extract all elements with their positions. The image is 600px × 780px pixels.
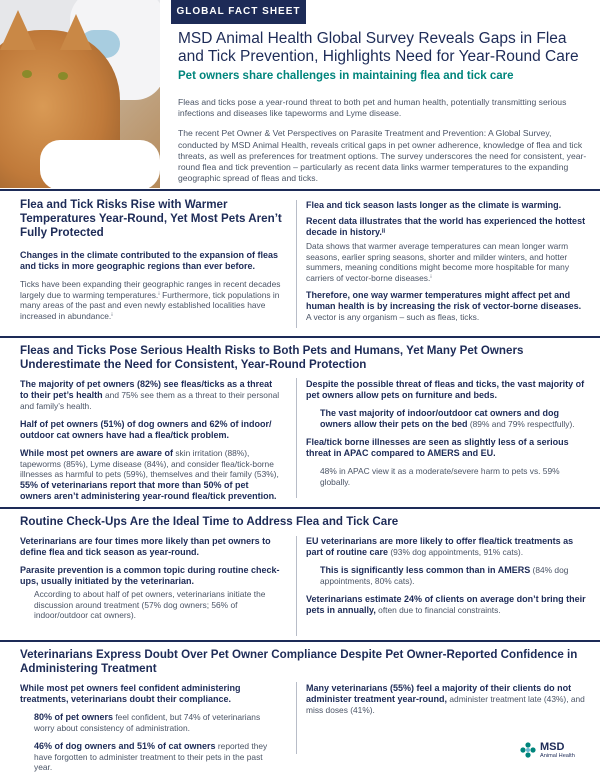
section4-heading: Veterinarians Express Doubt Over Pet Owner Compliance Despite Pet Owner-Reported Confidence in Administering Treatment [20, 648, 578, 675]
section-divider [0, 189, 600, 191]
section2-heading: Fleas and Ticks Pose Serious Health Risks to Both Pets and Humans, Yet Many Pet Owners Underestimate the Need for Consistent, Year-Round Protection [20, 344, 524, 371]
section3-lead: Parasite prevention is a common topic during routine check-ups, usually initiated by the veterinarian. [20, 565, 280, 586]
section1-lead: Changes in the climate contributed to the expansion of fleas and ticks in more geographic regions than ever before. [20, 250, 279, 271]
stat-51: Half of pet owners (51%) of dog owners and 62% of indoor/ outdoor cat owners have had a flea/tick problem. [20, 418, 272, 440]
section-divider [0, 507, 600, 509]
section1-right-body: Data shows that warmer average temperatures can mean longer warm seasons, earlier spring seasons, shorter and milder winters, and hotter summers, meaning conditions might become more hospitable for many carriers of vector-borne diseases.ⁱ [306, 241, 570, 283]
section3-heading-wrap [20, 515, 590, 529]
section1-heading: Flea and Tick Risks Rise with Warmer Temperatures Year-Round, Yet Most Pets Aren’t Fully Protected [20, 198, 282, 239]
section1-right-lead: Flea and tick season lasts longer as the climate is warming. [306, 200, 562, 210]
msd-logo [520, 738, 600, 763]
column-divider [296, 200, 297, 328]
page-subtitle: Pet owners share challenges in maintaining flea and tick care [178, 70, 514, 82]
section3-lead: Veterinarians are four times more likely than pet owners to define flea and tick season as year-round. [20, 536, 271, 557]
page-title: MSD Animal Health Global Survey Reveals Gaps in Flea and Tick Prevention, Highlights Need for Year-Round Care [178, 30, 579, 65]
column-divider [296, 378, 297, 498]
section1-right [306, 200, 588, 330]
msd-logo-icon [520, 742, 536, 758]
section3-left [20, 536, 282, 628]
intro [178, 97, 590, 193]
section4-lead: While most pet owners feel confident administering treatments, veterinarians doubt their compliance. [20, 683, 241, 704]
column-divider [296, 682, 297, 754]
section2-right-lead: Despite the possible threat of fleas and ticks, the vast majority of pet owners allow pets on furniture and beds. [306, 379, 585, 400]
apac-stat: 48% in APAC view it as a moderate/severe harm to pets vs. 59% globally. [320, 466, 560, 487]
section-divider [0, 336, 600, 338]
section1-left [20, 198, 282, 328]
fact-sheet-badge: GLOBAL FACT SHEET [171, 0, 306, 24]
column-divider [296, 536, 297, 636]
section3-right: EU veterinarians are more likely to offer flea/tick treatments as part of routine care (93% dog appointments, 91% cats). This is significantly less common than in AMERS (84% dog appointments, 80% cats). Veterinarians estimate 24% of clients on average don’t bring their pets in annually, often due to financial constraints. [306, 536, 586, 615]
logo-name: MSD [540, 741, 565, 753]
section1-right-lead: Recent data illustrates that the world has experienced the hottest decade in history.ⁱⁱ [306, 216, 586, 237]
intro-paragraph: Fleas and ticks pose a year-round threat to both pet and human health, potentially transmitting serious infections and diseases like tapeworms and Lyme disease. [178, 97, 567, 119]
logo-tagline: Animal Health [540, 753, 575, 759]
section2-heading-wrap [20, 344, 590, 372]
section2-right: Despite the possible threat of fleas and ticks, the vast majority of pet owners allow pets on furniture and beds. The vast majority of indoor/outdoor cat owners and dog owners allow their pets on the bed (89% and 79% respectfully). Flea/tick borne illnesses are seen as slightly less of a serious threat in APAC compared to AMERS and EU. 48% in APAC view it as a moderate/severe harm to pets vs. 59% globally. [306, 379, 588, 494]
hero-photo-cat-vet [0, 0, 160, 188]
section1-body: Ticks have been expanding their geographic ranges in recent decades largely due to warming temperatures.ⁱ Furthermore, tick populations in many areas of the past and even newly established localities have increased in abundance.ⁱ [20, 279, 281, 321]
section4-heading-wrap [20, 648, 590, 676]
intro-paragraph: The recent Pet Owner & Vet Perspectives on Parasite Treatment and Prevention: A Global Survey, conducted by MSD Animal Health, reveals critical gaps in pet owner adherence, knowledge of flea and tick threats, as well as preferences for treatment options. The survey underscores the need for consistent, year-round flea and tick prevention – particularly as recent data links warmer temperatures to the expanding geographic spread of fleas and ticks. [178, 128, 587, 184]
section3-heading: Routine Check-Ups Are the Ideal Time to Address Flea and Tick Care [20, 515, 399, 528]
section4-right: Many veterinarians (55%) feel a majority of their clients do not administer treatment year-round, administer treatment late (43%), and miss doses (41%). [306, 683, 585, 715]
section1-right-tail: A vector is any organism – such as fleas, ticks. [306, 312, 480, 323]
stat-82: The majority of pet owners (82%) see fleas/ticks as a threat to their pet’s health [20, 379, 273, 400]
stat-55: 55% of veterinarians report that more than 50% of pet owners aren’t administering year-round flea/tick prevention. [20, 480, 277, 502]
section2-left: The majority of pet owners (82%) see fleas/ticks as a threat to their pet’s health and 75% see them as a threat to their personal and family’s health. Half of pet owners (51%) of dog owners and 62% of indoor/ outdoor cat owners have had a flea/tick problem. While most pet owners are aware of skin irritation (88%), tapeworms (85%), Lyme disease (84%), and consider flea/tick-borne illnesses as harmful to pets (59%), themselves and their family (53%), 55% of veterinarians report that more than 50% of pet owners aren’t administering year-round flea/tick prevention. [20, 379, 282, 509]
section2-right-lead: Flea/tick borne illnesses are seen as slightly less of a serious threat in APAC compared to AMERS and EU. [306, 437, 569, 458]
section3-body: According to about half of pet owners, veterinarians initiate the discussion around treatment (57% dog owners; 56% of indoor/outdoor cat owners). [34, 589, 266, 621]
section-divider [0, 640, 600, 642]
section4-left: While most pet owners feel confident administering treatments, veterinarians doubt their compliance. 80% of pet owners feel confident, but 74% of veterinarians worry about consistency of administration. 46% of dog owners and 51% of cat owners reported they have forgotten to administer treatment to their pets in the past year. [20, 683, 282, 780]
section1-right-lead: Therefore, one way warmer temperatures might affect pet and human health is by increasing the risk of vector-borne diseases. [306, 290, 582, 312]
